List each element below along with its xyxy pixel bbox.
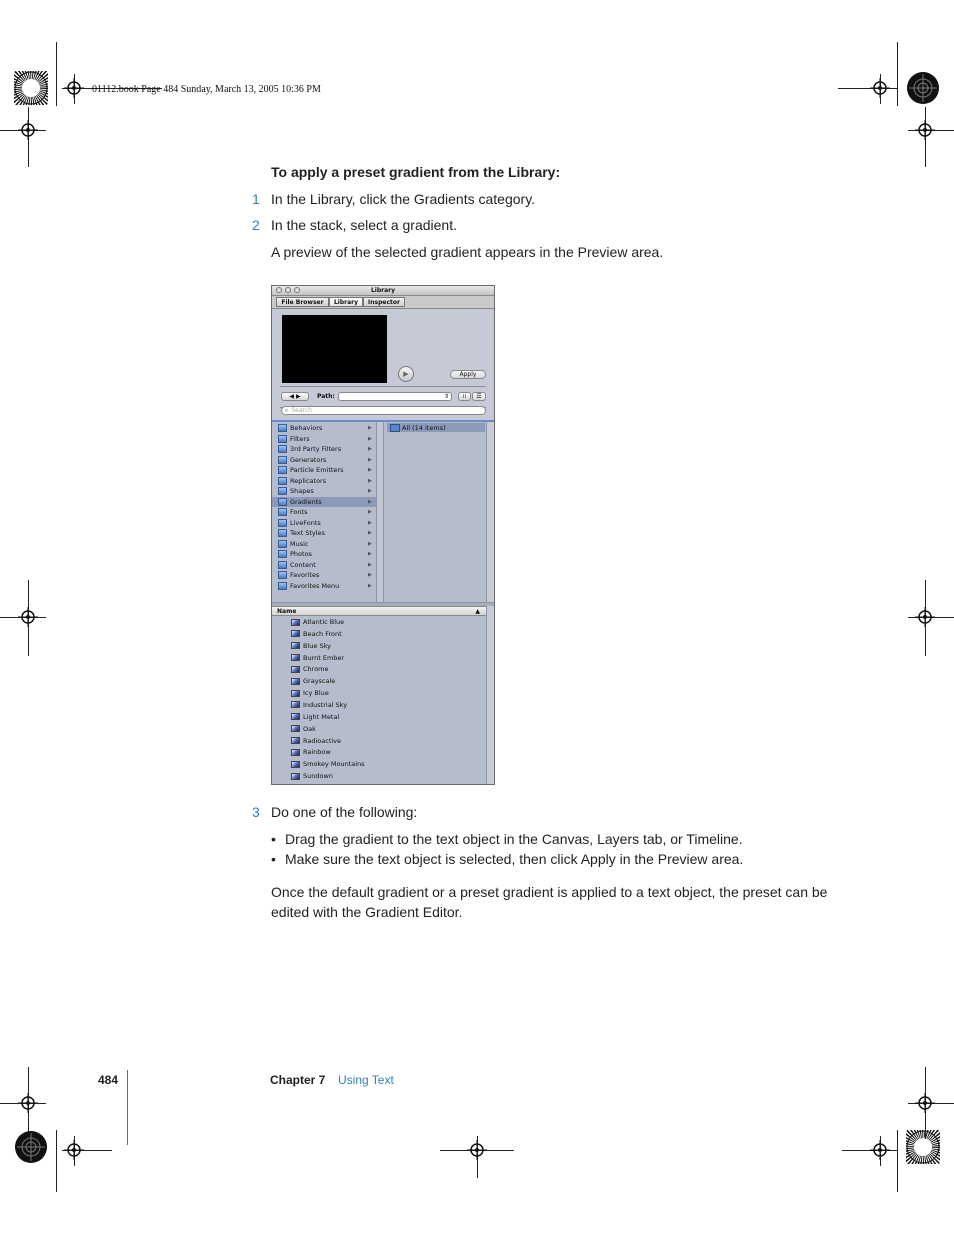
gradient-swatch-icon [291, 630, 300, 637]
gradient-label: Radioactive [303, 736, 342, 745]
gradient-item[interactable] [291, 641, 331, 651]
starburst-mark-icon [14, 71, 48, 105]
disclosure-arrow-icon: ▶ [368, 582, 372, 589]
category-item[interactable] [272, 486, 376, 496]
disclosure-arrow-icon: ▶ [368, 540, 372, 547]
chapter-label: Chapter 7 [270, 1073, 326, 1087]
path-popup[interactable] [338, 392, 452, 401]
gradient-label: Sundown [303, 772, 333, 781]
disclosure-arrow-icon: ▶ [368, 498, 372, 505]
category-item[interactable] [272, 560, 376, 570]
gradient-label: Light Metal [303, 712, 340, 721]
gradient-label: Smokey Mountains [303, 760, 365, 769]
category-label: Favorites Menu [290, 581, 340, 590]
page-number: 484 [98, 1073, 119, 1087]
all-items-label: All (14 items) [402, 423, 446, 432]
disclosure-arrow-icon: ▶ [368, 509, 372, 515]
category-item[interactable] [272, 465, 376, 475]
category-icon [278, 466, 287, 474]
updown-arrows-icon: ⇕ [443, 393, 449, 400]
category-label: Gradients [290, 497, 322, 506]
gradient-label: Burnt Ember [303, 653, 345, 662]
tab-library[interactable]: Library [329, 297, 363, 307]
print-header: 01112.book Page 484 Sunday, March 13, 2005 10:36 PM [92, 84, 321, 95]
gradient-swatch-icon [291, 749, 300, 756]
gradient-swatch-icon [291, 654, 300, 661]
category-label: Photos [290, 550, 312, 558]
registration-mark-icon [18, 120, 38, 140]
category-label: Shapes [290, 487, 314, 495]
gradient-item[interactable] [291, 700, 347, 710]
preview-note: A preview of the selected gradient appears in the Preview area. [271, 244, 664, 260]
registration-mark-icon [18, 607, 38, 627]
gradient-swatch-icon [291, 678, 300, 685]
disclosure-arrow-icon: ▶ [368, 551, 372, 557]
procedure-heading: To apply a preset gradient from the Library: [271, 164, 561, 180]
gradient-swatch-icon [291, 642, 300, 649]
step-number: 2 [252, 217, 260, 233]
category-label: Replicators [290, 476, 327, 485]
grid-icon: ⁞⁞ [462, 393, 467, 400]
gradient-item[interactable] [291, 629, 342, 639]
category-icon [278, 561, 287, 569]
name-header-label: Name [277, 607, 297, 615]
search-icon: ⌕ [285, 406, 289, 414]
category-label: Particle Emitters [290, 466, 344, 474]
tab-file-browser[interactable]: File Browser [276, 297, 329, 307]
category-item[interactable] [272, 528, 376, 538]
category-item[interactable] [272, 539, 376, 549]
icon-view-button[interactable] [458, 392, 471, 401]
bullet: • [271, 831, 276, 847]
category-label: LiveFonts [290, 518, 321, 527]
registration-mark-icon [915, 1093, 935, 1113]
category-icon [278, 424, 287, 432]
category-icon [278, 519, 287, 527]
subcategory-column [384, 422, 486, 602]
list-icon: ☰ [476, 393, 482, 400]
disclosure-arrow-icon: ▶ [368, 435, 372, 442]
gradient-swatch-icon [291, 666, 300, 673]
category-sidebar [272, 422, 376, 602]
registration-mark-icon [64, 78, 84, 98]
gradient-label: Oak [303, 724, 316, 733]
forward-arrow-icon: ▶ [295, 393, 301, 400]
category-icon [278, 445, 287, 453]
category-item[interactable] [272, 518, 376, 528]
category-item[interactable] [272, 455, 376, 465]
disclosure-arrow-icon: ▶ [368, 561, 372, 568]
name-column-header[interactable] [272, 606, 486, 616]
category-item[interactable] [272, 507, 376, 517]
column-scrollbar[interactable] [486, 422, 494, 602]
registration-mark-icon [870, 1140, 890, 1160]
disclosure-arrow-icon: ▶ [368, 467, 372, 473]
category-label: 3rd Party Filters [290, 445, 342, 453]
gradient-swatch-icon [291, 761, 300, 768]
starburst-mark-icon [14, 1130, 48, 1164]
gradient-swatch-icon [291, 737, 300, 744]
category-icon [278, 477, 287, 485]
gradient-label: Atlantic Blue [303, 618, 345, 626]
window-title: Library [370, 287, 396, 294]
gradient-item[interactable] [291, 736, 341, 746]
play-button[interactable] [398, 366, 414, 382]
registration-mark-icon [467, 1140, 487, 1160]
divider [280, 386, 486, 387]
step-number: 3 [252, 804, 260, 820]
category-icon [278, 529, 287, 537]
play-icon: ▶ [403, 370, 409, 378]
category-label: Filters [290, 434, 310, 443]
stack-scrollbar[interactable] [486, 606, 494, 785]
search-placeholder: Search [291, 407, 312, 414]
category-label: Favorites [290, 571, 320, 579]
library-window-screenshot [271, 285, 495, 785]
disclosure-arrow-icon: ▶ [368, 519, 372, 526]
category-item[interactable] [272, 497, 376, 507]
category-item[interactable] [272, 476, 376, 486]
gradient-item[interactable] [291, 771, 333, 781]
registration-mark-icon [870, 78, 890, 98]
gradient-item[interactable] [291, 688, 329, 698]
gradient-swatch-icon [291, 619, 300, 626]
all-items-folder[interactable] [387, 423, 485, 432]
sort-arrow-icon: ▲ [475, 607, 480, 615]
gradient-stack [272, 616, 486, 785]
gradient-swatch-icon [291, 701, 300, 708]
search-field[interactable] [281, 406, 486, 415]
disclosure-arrow-icon: ▶ [368, 425, 372, 431]
gradient-label: Beach Front [303, 629, 342, 638]
category-icon [278, 456, 287, 464]
step-text: In the Library, click the Gradients category. [271, 191, 536, 207]
chapter-title: Using Text [338, 1073, 394, 1087]
category-label: Fonts [290, 508, 308, 516]
category-label: Text Styles [290, 529, 325, 537]
gradient-label: Industrial Sky [303, 700, 348, 709]
registration-mark-icon [915, 120, 935, 140]
back-forward-buttons[interactable] [281, 392, 309, 401]
list-view-button[interactable] [472, 392, 486, 401]
footer-rule [127, 1070, 128, 1145]
disclosure-arrow-icon: ▶ [368, 530, 372, 536]
category-label: Content [290, 560, 316, 569]
category-icon [278, 435, 287, 443]
preview-area [272, 309, 494, 421]
registration-mark-icon [64, 1140, 84, 1160]
category-item[interactable] [272, 570, 376, 580]
category-label: Generators [290, 455, 327, 464]
path-label: Path: [317, 393, 335, 400]
category-icon [278, 540, 287, 548]
gradient-item[interactable] [291, 617, 344, 627]
gradient-swatch-icon [291, 713, 300, 720]
gradient-label: Grayscale [303, 677, 336, 686]
title-bar [272, 286, 494, 296]
registration-mark-icon [915, 607, 935, 627]
disclosure-arrow-icon: ▶ [368, 477, 372, 484]
bullet: • [271, 851, 276, 867]
gradient-label: Rainbow [303, 748, 331, 757]
starburst-mark-icon [906, 1130, 940, 1164]
sidebar-scrollbar[interactable] [376, 422, 384, 602]
category-item[interactable] [272, 549, 376, 559]
category-icon [278, 498, 287, 506]
gradient-item[interactable] [291, 664, 329, 674]
category-icon [278, 571, 287, 579]
category-icon [278, 550, 287, 558]
gradient-label: Chrome [303, 665, 329, 674]
disclosure-arrow-icon: ▶ [368, 446, 372, 452]
gradient-item[interactable] [291, 759, 365, 769]
bullet-text: Drag the gradient to the text object in the Canvas, Layers tab, or Timeline. [285, 831, 743, 847]
apply-button[interactable]: Apply [450, 370, 486, 379]
closing-paragraph: Once the default gradient or a preset gradient is applied to a text object, the preset can be edited with the Gradient Editor. [271, 884, 828, 920]
disclosure-arrow-icon: ▶ [368, 572, 372, 578]
gradient-item[interactable] [291, 724, 316, 734]
gradient-item[interactable] [291, 747, 331, 757]
step-text: Do one of the following: [271, 804, 418, 820]
tab-inspector[interactable]: Inspector [363, 297, 405, 307]
category-icon [278, 582, 287, 590]
category-item[interactable] [272, 423, 376, 433]
folder-icon [390, 424, 400, 432]
step-number: 1 [252, 191, 260, 207]
gradient-item[interactable] [291, 653, 344, 663]
preview-image [282, 315, 387, 383]
gradient-swatch-icon [291, 690, 300, 697]
category-item[interactable] [272, 581, 376, 591]
category-item[interactable] [272, 434, 376, 444]
disclosure-arrow-icon: ▶ [368, 488, 372, 494]
gradient-item[interactable] [291, 712, 339, 722]
gradient-swatch-icon [291, 773, 300, 780]
gradient-swatch-icon [291, 725, 300, 732]
category-label: Music [290, 539, 309, 548]
category-icon [278, 487, 287, 495]
category-icon [278, 508, 287, 516]
disclosure-arrow-icon: ▶ [368, 456, 372, 463]
starburst-mark-icon [906, 71, 940, 105]
category-label: Behaviors [290, 424, 323, 432]
gradient-label: Blue Sky [303, 641, 331, 650]
tab-bar [272, 296, 494, 309]
category-item[interactable] [272, 444, 376, 454]
step-text: In the stack, select a gradient. [271, 217, 457, 233]
bullet-text: Make sure the text object is selected, then click Apply in the Preview area. [285, 851, 744, 867]
back-arrow-icon: ◀ [289, 393, 295, 400]
gradient-item[interactable] [291, 676, 335, 686]
gradient-label: Icy Blue [303, 689, 329, 698]
registration-mark-icon [18, 1093, 38, 1113]
